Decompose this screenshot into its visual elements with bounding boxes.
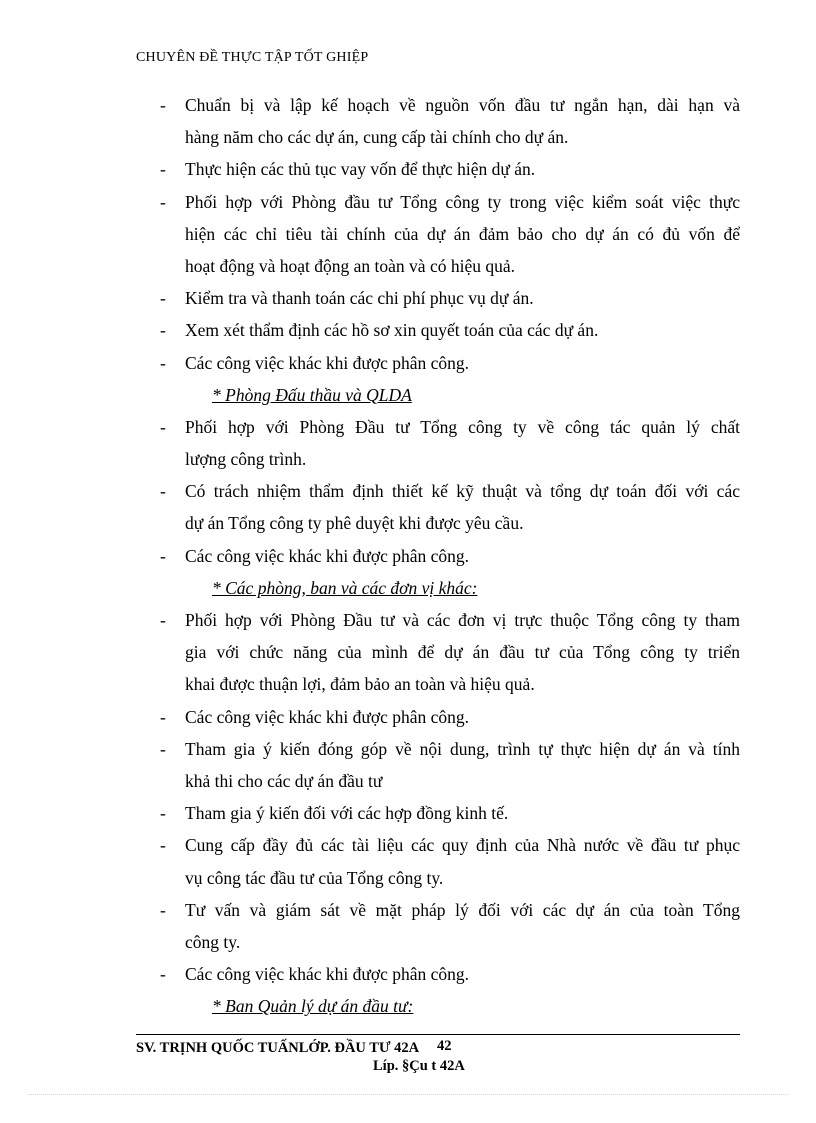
line-text: Có trách nhiệm thẩm định thiết kế kỹ thuật và tổng dự toán đối với các [185,481,740,502]
line-text: Phối hợp với Phòng Đầu tư Tổng công ty về công tác quản lý chất [185,416,740,437]
bullet-item-line [160,89,740,121]
bullet-item-continuation [160,443,740,475]
bullet-item-continuation [160,636,740,668]
bullet-item-line [160,411,740,443]
footer-class-garbled: Líp. §Çu t 42A [373,1058,465,1074]
line-text: Tư vấn và giám sát về mặt pháp lý đối với các dự án của toàn Tổng [185,899,740,920]
bullet-dash: - [160,738,166,759]
line-text: Các công việc khác khi được phân công. [185,964,470,985]
bullet-item-continuation [160,121,740,153]
line-text: Cung cấp đầy đủ các tài liệu các quy định của Nhà nước về đầu tư phục [185,835,740,856]
line-text: Phối hợp với Phòng đầu tư Tổng công ty trong việc kiểm soát việc thực [185,191,740,212]
bullet-dash: - [160,610,166,630]
bullet-item-line [160,604,740,636]
line-text: công ty. [185,931,241,952]
bullet-dash: - [160,191,166,212]
bullet-dash: - [160,481,166,502]
bullet-item-continuation [160,862,740,894]
footer-divider [136,1034,740,1035]
bullet-item-continuation [160,250,740,282]
bullet-dash: - [160,706,166,727]
page-bottom-border [28,1094,788,1095]
bullet-item-continuation [160,507,740,539]
bullet-item-line [160,347,740,379]
bullet-item-line [160,797,740,829]
bullet-item-line [160,894,740,926]
line-text: khả thi cho các dự án đầu tư [185,770,383,791]
line-text: Kiểm tra và thanh toán các chi phí phục vụ dự án. [185,288,534,309]
bullet-item-line [160,958,740,990]
footer-author-class: SV. TRỊNH QUỐC TUẤNLỚP. ĐẦU TƯ 42A [136,1040,420,1056]
line-text: dự án Tổng công ty phê duyệt khi được yêu cầu. [185,513,524,534]
line-text: hoạt động và hoạt động an toàn và có hiệu quả. [185,255,515,276]
bullet-dash: - [160,288,166,309]
bullet-dash: - [160,835,166,856]
bullet-dash: - [160,352,166,373]
bullet-item-line [160,701,740,733]
page-header-title: CHUYÊN ĐỀ THỰC TẬP TỐT GHIỆP [136,50,369,65]
line-text: Các công việc khác khi được phân công. [185,352,470,373]
line-text: hiện các chỉ tiêu tài chính của dự án đảm bảo cho dự án có đủ vốn để [185,223,740,244]
bullet-dash: - [160,416,166,437]
bullet-item-continuation [160,926,740,958]
line-text: Thực hiện các thủ tục vay vốn để thực hiện dự án. [185,159,536,180]
bullet-item-line [160,186,740,218]
bullet-item-continuation [160,668,740,700]
bullet-dash: - [160,320,166,341]
bullet-dash: - [160,899,166,920]
section-heading: * Phòng Đấu thầu và QLDA [212,384,412,405]
bullet-item-line [160,475,740,507]
line-text: Xem xét thẩm định các hồ sơ xin quyết toán của các dự án. [185,320,599,341]
line-text: Tham gia ý kiến đối với các hợp đồng kinh tế. [185,803,509,824]
line-text: Các công việc khác khi được phân công. [185,706,470,727]
bullet-dash: - [160,964,166,985]
bullet-item-line [160,540,740,572]
line-text: hàng năm cho các dự án, cung cấp tài chính cho dự án. [185,127,569,148]
line-text: khai được thuận lợi, đảm bảo an toàn và hiệu quả. [185,674,535,695]
line-text: Các công việc khác khi được phân công. [185,545,470,566]
document-body [160,89,740,1022]
bullet-item-line [160,282,740,314]
bullet-item-line [160,733,740,765]
line-text: lượng công trình. [185,449,307,470]
section-heading: * Ban Quản lý dự án đầu tư: [212,996,414,1017]
line-text: vụ công tác đầu tư của Tổng công ty. [185,867,444,888]
section-heading: * Các phòng, ban và các đơn vị khác: [212,577,478,598]
page-number: 42 [437,1038,452,1054]
line-text: Chuẩn bị và lập kế hoạch về nguồn vốn đầu tư ngắn hạn, dài hạn và [185,95,740,115]
bullet-dash: - [160,803,166,824]
bullet-dash: - [160,545,166,566]
bullet-item-continuation [160,218,740,250]
line-text: Tham gia ý kiến đóng góp về nội dung, trình tự thực hiện dự án và tính [185,738,740,759]
bullet-dash: - [160,159,166,180]
line-text: gia với chức năng của mình để dự án đầu tư của Tổng công ty triển [185,642,740,663]
bullet-item-continuation [160,765,740,797]
line-text: Phối hợp với Phòng Đầu tư và các đơn vị trực thuộc Tổng công ty tham [185,610,740,630]
bullet-item-line [160,153,740,185]
bullet-dash: - [160,95,166,115]
bullet-item-line [160,314,740,346]
bullet-item-line [160,829,740,861]
